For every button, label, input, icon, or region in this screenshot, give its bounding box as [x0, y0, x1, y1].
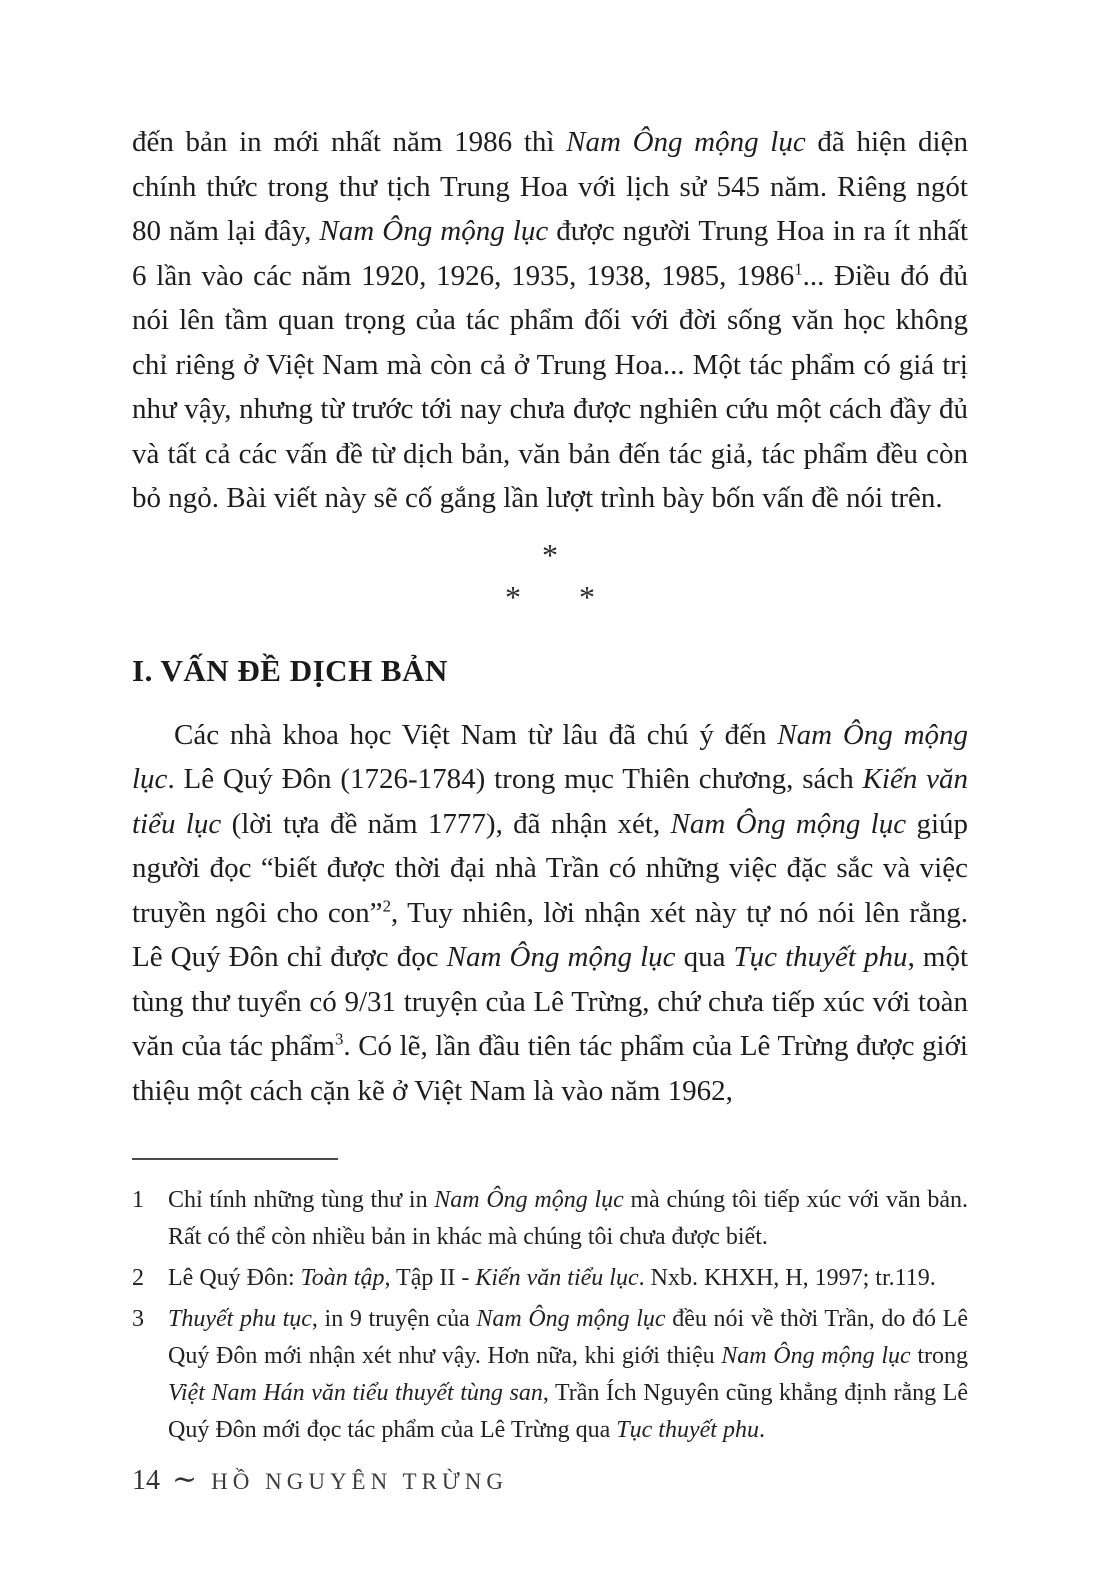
section-break-stars: [132, 535, 968, 619]
star-glyph: *: [579, 579, 595, 615]
star-row-bottom: [132, 577, 968, 619]
footnote-text: Thuyết phu tục, in 9 truyện của Nam Ông mộng lục đều nói về thời Trần, do đó Lê Quý Đôn mới nhận xét như vậy. Hơn nữa, khi giới thiệu Nam Ông mộng lục trong Việt Nam Hán văn tiểu thuyết tùng san, Trần Ích Nguyên cũng khẳng định rằng Lê Quý Đôn mới đọc tác phẩm của Lê Trừng qua Tục thuyết phu.: [168, 1306, 969, 1443]
tilde-separator-icon: ∼: [172, 1463, 198, 1496]
footnote-area: [132, 1158, 968, 1453]
footnote-separator-rule: [132, 1158, 338, 1160]
footnote-text: Lê Quý Đôn: Toàn tập, Tập II - Kiến văn tiểu lục. Nxb. KHXH, H, 1997; tr.119.: [168, 1265, 936, 1291]
page-footer: [132, 1462, 508, 1497]
page-number: 14: [132, 1465, 160, 1496]
footnote-2: [132, 1260, 968, 1297]
body-column: [132, 120, 968, 1113]
footnote-number: 1: [132, 1187, 144, 1213]
footnote-text: Chỉ tính những tùng thư in Nam Ông mộng lục mà chúng tôi tiếp xúc với văn bản. Rất có thể còn nhiều bản in khác mà chúng tôi chưa được biết.: [168, 1187, 969, 1250]
footnote-number: 3: [132, 1306, 144, 1332]
paragraph-1: đến bản in mới nhất năm 1986 thì Nam Ông mộng lục đã hiện diện chính thức trong thư tịch Trung Hoa với lịch sử 545 năm. Riêng ngót 80 năm lại đây, Nam Ông mộng lục được người Trung Hoa in ra ít nhất 6 lần vào các năm 1920, 1926, 1935, 1938, 1985, 1986$^1$... Điều đó đủ nói lên tầm quan trọng của tác phẩm đối với đời sống văn học không chỉ riêng ở Việt Nam mà còn cả ở Trung Hoa... Một tác phẩm có giá trị như vậy, nhưng từ trước tới nay chưa được nghiên cứu một cách đầy đủ và tất cả các vấn đề từ dịch bản, văn bản đến tác giả, tác phẩm đều còn bỏ ngỏ. Bài viết này sẽ cố gắng lần lượt trình bày bốn vấn đề nói trên.: [132, 126, 969, 514]
running-title: HỒ NGUYÊN TRỪNG: [211, 1469, 508, 1494]
star-glyph: *: [505, 579, 521, 615]
star-row-top: [132, 535, 968, 577]
paragraph-2: Các nhà khoa học Việt Nam từ lâu đã chú ý đến Nam Ông mộng lục. Lê Quý Đôn (1726-1784) trong mục Thiên chương, sách Kiến văn tiểu lục (lời tựa đề năm 1777), đã nhận xét, Nam Ông mộng lục giúp người đọc “biết được thời đại nhà Trần có những việc đặc sắc và việc truyền ngôi cho con”$^2$, Tuy nhiên, lời nhận xét này tự nó nói lên rằng. Lê Quý Đôn chỉ được đọc Nam Ông mộng lục qua Tục thuyết phu, một tùng thư tuyển có 9/31 truyện của Lê Trừng, chứ chưa tiếp xúc với toàn văn của tác phẩm$^3$. Có lẽ, lần đầu tiên tác phẩm của Lê Trừng được giới thiệu một cách cặn kẽ ở Việt Nam là vào năm 1962,: [132, 718, 969, 1107]
footnote-1: [132, 1182, 968, 1256]
footnote-3: [132, 1301, 968, 1449]
footnote-number: 2: [132, 1265, 144, 1291]
section-heading: I. VẤN ĐỀ DỊCH BẢN: [132, 652, 448, 688]
star-glyph: *: [542, 537, 558, 573]
